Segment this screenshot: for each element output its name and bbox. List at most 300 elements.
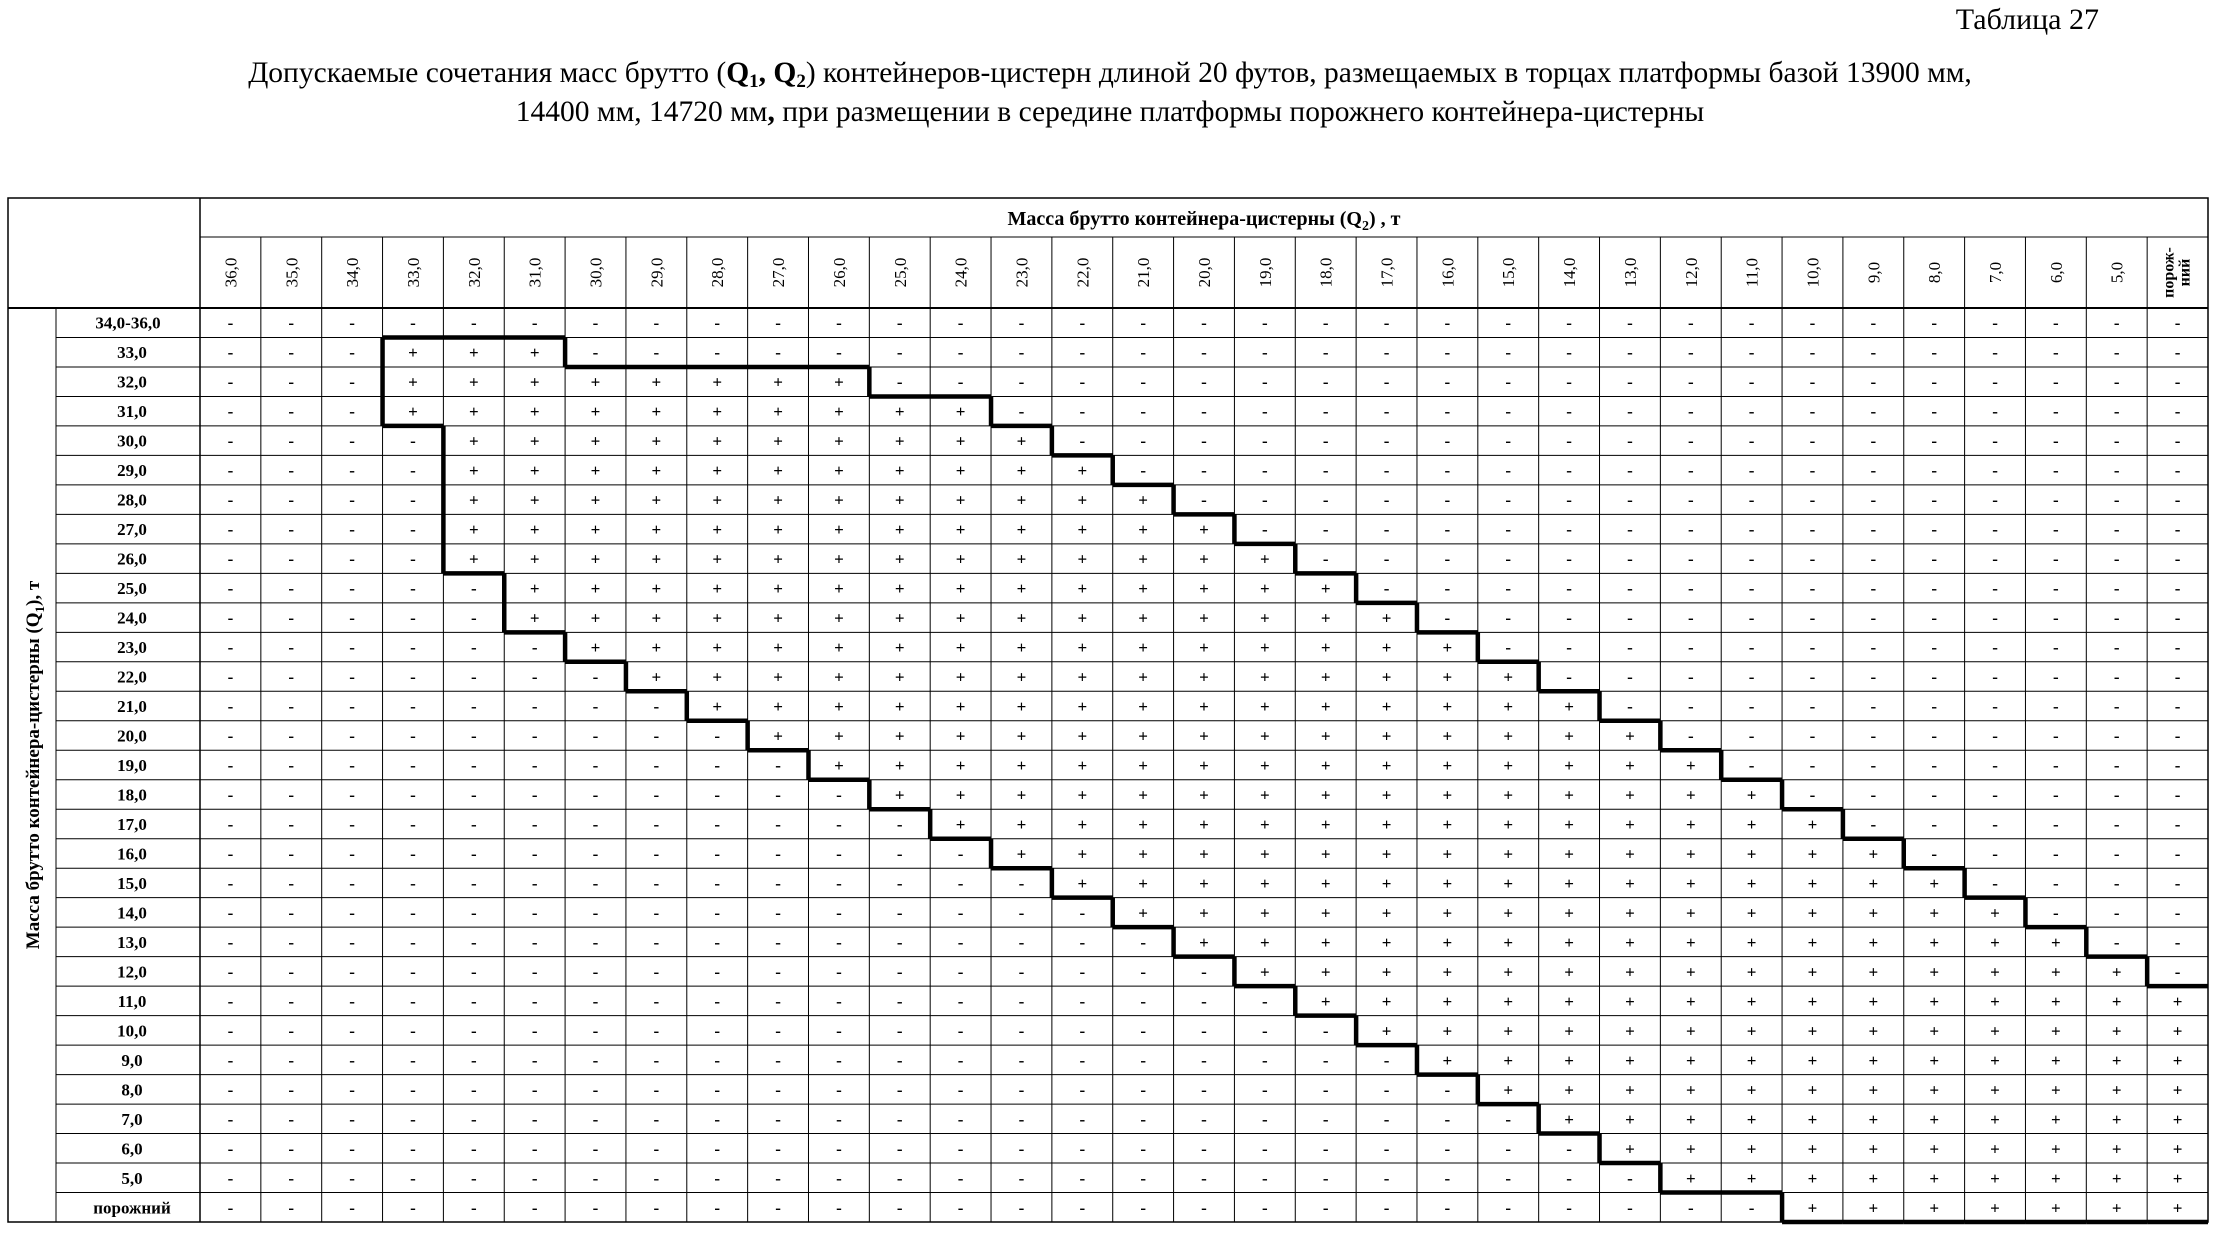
cell-minus: - bbox=[227, 667, 234, 687]
cell-minus: - bbox=[288, 608, 295, 628]
cell-minus: - bbox=[714, 726, 721, 746]
cell-minus: - bbox=[775, 991, 781, 1011]
cell-minus: - bbox=[1870, 372, 1877, 392]
column-label: 5,0 bbox=[2107, 261, 2127, 284]
cell-plus: + bbox=[1260, 962, 1270, 982]
cell-minus: - bbox=[2113, 785, 2120, 805]
cell-minus: - bbox=[957, 962, 964, 982]
cell-plus: + bbox=[1685, 903, 1696, 923]
column-label: 20,0 bbox=[1195, 257, 1214, 288]
cell-minus: - bbox=[2113, 756, 2120, 775]
cell-plus: + bbox=[1381, 785, 1392, 805]
cell-minus: - bbox=[1201, 1168, 1207, 1188]
cell-minus: - bbox=[349, 785, 355, 805]
cell-plus: + bbox=[1746, 1021, 1757, 1041]
cell-plus: + bbox=[1077, 608, 1088, 628]
cell-minus: - bbox=[1262, 1109, 1268, 1129]
cell-minus: - bbox=[1809, 402, 1816, 422]
cell-minus: - bbox=[410, 1050, 416, 1070]
cell-minus: - bbox=[2174, 461, 2181, 481]
cell-plus: + bbox=[1746, 1050, 1757, 1070]
column-label: 35,0 bbox=[282, 257, 302, 288]
cell-plus: + bbox=[1199, 520, 1209, 540]
cell-plus: + bbox=[894, 785, 905, 805]
cell-minus: - bbox=[288, 1050, 295, 1070]
cell-minus: - bbox=[349, 1109, 355, 1129]
cell-minus: - bbox=[896, 844, 903, 864]
cell-plus: + bbox=[468, 431, 479, 451]
cell-minus: - bbox=[1748, 667, 1755, 687]
cell-plus: + bbox=[1868, 1198, 1879, 1218]
cell-minus: - bbox=[1079, 991, 1086, 1011]
cell-minus: - bbox=[714, 1198, 721, 1218]
cell-minus: - bbox=[288, 520, 295, 540]
cell-minus: - bbox=[349, 343, 355, 363]
cell-plus: + bbox=[1260, 608, 1270, 628]
cell-minus: - bbox=[349, 461, 355, 481]
cell-minus: - bbox=[653, 697, 660, 717]
cell-minus: - bbox=[410, 667, 416, 687]
cell-minus: - bbox=[1931, 372, 1938, 392]
cell-plus: + bbox=[834, 461, 844, 481]
cell-plus: + bbox=[529, 490, 540, 510]
cell-plus: + bbox=[2172, 1139, 2183, 1159]
cell-minus: - bbox=[592, 903, 599, 923]
cell-minus: - bbox=[531, 313, 538, 333]
cell-minus: - bbox=[1992, 372, 1998, 392]
cell-minus: - bbox=[470, 903, 477, 923]
cell-minus: - bbox=[1262, 520, 1268, 540]
cell-minus: - bbox=[410, 490, 416, 510]
cell-minus: - bbox=[288, 814, 295, 834]
cell-minus: - bbox=[288, 667, 295, 687]
cell-plus: + bbox=[1503, 932, 1514, 952]
cell-minus: - bbox=[1018, 932, 1025, 952]
cell-minus: - bbox=[653, 1168, 660, 1188]
cell-plus: + bbox=[590, 608, 601, 628]
cell-plus: + bbox=[773, 490, 783, 510]
cell-minus: - bbox=[1079, 313, 1086, 333]
cell-minus: - bbox=[227, 814, 234, 834]
cell-minus: - bbox=[1627, 343, 1633, 363]
title-text-1: Допускаемые сочетания масс брутто ( bbox=[248, 57, 727, 89]
cell-minus: - bbox=[1931, 756, 1938, 775]
cell-minus: - bbox=[836, 1198, 842, 1218]
cell-plus: + bbox=[1138, 756, 1148, 775]
cell-minus: - bbox=[1444, 402, 1451, 422]
cell-minus: - bbox=[227, 490, 234, 510]
cell-plus: + bbox=[955, 697, 966, 717]
cell-minus: - bbox=[1627, 608, 1633, 628]
cell-minus: - bbox=[2053, 372, 2059, 392]
cell-minus: - bbox=[531, 1168, 538, 1188]
cell-minus: - bbox=[288, 461, 295, 481]
cell-minus: - bbox=[1992, 638, 1998, 658]
cell-minus: - bbox=[1687, 490, 1694, 510]
cell-minus: - bbox=[1566, 431, 1572, 451]
cell-plus: + bbox=[1929, 903, 1940, 923]
column-label: 23,0 bbox=[1012, 257, 1032, 288]
cell-minus: - bbox=[653, 726, 660, 746]
cell-plus: + bbox=[1260, 697, 1270, 717]
cell-minus: - bbox=[227, 313, 234, 333]
cell-plus: + bbox=[773, 726, 783, 746]
cell-plus: + bbox=[1990, 903, 2000, 923]
cell-minus: - bbox=[349, 549, 355, 569]
cell-minus: - bbox=[349, 991, 355, 1011]
cell-minus: - bbox=[1809, 372, 1816, 392]
cell-minus: - bbox=[896, 962, 903, 982]
cell-minus: - bbox=[775, 903, 781, 923]
cell-minus: - bbox=[775, 756, 781, 775]
cell-plus: + bbox=[1625, 785, 1635, 805]
cell-plus: + bbox=[1929, 991, 1940, 1011]
cell-plus: + bbox=[1990, 1050, 2000, 1070]
cell-minus: - bbox=[653, 991, 660, 1011]
cell-plus: + bbox=[1746, 785, 1757, 805]
cell-plus: + bbox=[1929, 1198, 1940, 1218]
cell-minus: - bbox=[1566, 549, 1572, 569]
cell-minus: - bbox=[288, 697, 295, 717]
cell-minus: - bbox=[896, 1139, 903, 1159]
cell-plus: + bbox=[529, 549, 540, 569]
row-label: 28,0 bbox=[117, 490, 147, 510]
cell-minus: - bbox=[836, 844, 842, 864]
cell-plus: + bbox=[1868, 1080, 1879, 1100]
row-label: 12,0 bbox=[117, 962, 147, 982]
cell-minus: - bbox=[957, 1139, 964, 1159]
cell-plus: + bbox=[1503, 814, 1514, 834]
cell-plus: + bbox=[468, 343, 479, 363]
cell-minus: - bbox=[470, 313, 477, 333]
cell-plus: + bbox=[1320, 756, 1331, 775]
cell-plus: + bbox=[894, 608, 905, 628]
cell-plus: + bbox=[1564, 844, 1574, 864]
cell-minus: - bbox=[1140, 431, 1146, 451]
cell-minus: - bbox=[1992, 873, 1998, 893]
cell-minus: - bbox=[2113, 579, 2120, 599]
cell-minus: - bbox=[592, 1168, 599, 1188]
cell-minus: - bbox=[531, 1139, 538, 1159]
row-label: 5,0 bbox=[121, 1168, 143, 1188]
cell-plus: + bbox=[834, 372, 844, 392]
cell-plus: + bbox=[468, 402, 479, 422]
cell-minus: - bbox=[1201, 343, 1207, 363]
cell-minus: - bbox=[896, 1080, 903, 1100]
cell-minus: - bbox=[1931, 844, 1938, 864]
cell-minus: - bbox=[349, 608, 355, 628]
cell-plus: + bbox=[1016, 431, 1027, 451]
cell-minus: - bbox=[1079, 1050, 1086, 1070]
cell-plus: + bbox=[712, 402, 723, 422]
cell-minus: - bbox=[1505, 1198, 1512, 1218]
cell-minus: - bbox=[288, 844, 295, 864]
row-label: 6,0 bbox=[121, 1139, 143, 1159]
cell-minus: - bbox=[1322, 1109, 1329, 1129]
cell-minus: - bbox=[410, 1139, 416, 1159]
cell-minus: - bbox=[1566, 638, 1572, 658]
cell-plus: + bbox=[1746, 1168, 1757, 1188]
cell-minus: - bbox=[227, 549, 234, 569]
cell-minus: - bbox=[1931, 343, 1938, 363]
cell-plus: + bbox=[712, 490, 723, 510]
table-caption: Таблица 27 bbox=[1955, 3, 2099, 36]
cell-plus: + bbox=[1868, 1021, 1879, 1041]
cell-minus: - bbox=[1079, 431, 1086, 451]
cell-plus: + bbox=[1564, 726, 1574, 746]
cell-minus: - bbox=[2053, 520, 2059, 540]
cell-minus: - bbox=[349, 1021, 355, 1041]
cell-minus: - bbox=[1627, 313, 1633, 333]
row-label: 14,0 bbox=[117, 903, 147, 923]
cell-minus: - bbox=[531, 932, 538, 952]
row-label: 10,0 bbox=[117, 1021, 147, 1041]
cell-minus: - bbox=[1627, 372, 1633, 392]
cell-minus: - bbox=[1992, 814, 1998, 834]
cell-minus: - bbox=[1018, 1050, 1025, 1070]
cell-plus: + bbox=[955, 608, 966, 628]
cell-minus: - bbox=[1748, 697, 1755, 717]
cell-minus: - bbox=[1566, 461, 1572, 481]
cell-minus: - bbox=[1505, 431, 1512, 451]
cell-plus: + bbox=[1564, 1109, 1574, 1129]
cell-minus: - bbox=[957, 1198, 964, 1218]
cell-minus: - bbox=[288, 402, 295, 422]
cell-plus: + bbox=[1016, 461, 1027, 481]
cell-minus: - bbox=[349, 1198, 355, 1218]
cell-plus: + bbox=[1746, 932, 1757, 952]
cell-plus: + bbox=[1685, 785, 1696, 805]
cell-minus: - bbox=[288, 431, 295, 451]
cell-minus: - bbox=[2174, 490, 2181, 510]
cell-minus: - bbox=[2174, 638, 2181, 658]
cell-minus: - bbox=[896, 932, 903, 952]
cell-minus: - bbox=[2174, 932, 2181, 952]
cell-minus: - bbox=[592, 785, 599, 805]
cell-minus: - bbox=[1505, 402, 1512, 422]
cell-plus: + bbox=[955, 490, 966, 510]
cell-minus: - bbox=[1383, 343, 1390, 363]
cell-minus: - bbox=[1262, 1139, 1268, 1159]
cell-minus: - bbox=[775, 1139, 781, 1159]
cell-plus: + bbox=[1199, 638, 1209, 658]
cell-minus: - bbox=[775, 1168, 781, 1188]
cell-plus: + bbox=[1807, 991, 1818, 1011]
cell-plus: + bbox=[955, 549, 966, 569]
cell-minus: - bbox=[349, 814, 355, 834]
cell-minus: - bbox=[1262, 343, 1268, 363]
cell-minus: - bbox=[349, 1168, 355, 1188]
cell-minus: - bbox=[896, 1109, 903, 1129]
cell-minus: - bbox=[1201, 1139, 1207, 1159]
cell-minus: - bbox=[1444, 461, 1451, 481]
cell-minus: - bbox=[1687, 402, 1694, 422]
cell-minus: - bbox=[714, 844, 721, 864]
cell-plus: + bbox=[712, 608, 723, 628]
cell-plus: + bbox=[955, 638, 966, 658]
cell-plus: + bbox=[955, 520, 966, 540]
cell-plus: + bbox=[1199, 785, 1209, 805]
cell-plus: + bbox=[712, 372, 723, 392]
cell-minus: - bbox=[592, 313, 599, 333]
cell-plus: + bbox=[1442, 638, 1453, 658]
cell-minus: - bbox=[2174, 814, 2181, 834]
cell-minus: - bbox=[531, 726, 538, 746]
cell-plus: + bbox=[955, 579, 966, 599]
cell-minus: - bbox=[1870, 313, 1877, 333]
cell-plus: + bbox=[773, 697, 783, 717]
cell-minus: - bbox=[470, 844, 477, 864]
cell-plus: + bbox=[1381, 991, 1392, 1011]
cell-plus: + bbox=[651, 372, 662, 392]
cell-plus: + bbox=[1807, 962, 1818, 982]
cell-plus: + bbox=[590, 431, 601, 451]
cell-plus: + bbox=[1442, 726, 1453, 746]
cell-plus: + bbox=[1807, 1050, 1818, 1070]
cell-minus: - bbox=[1931, 520, 1938, 540]
cell-minus: - bbox=[1018, 1109, 1025, 1129]
cell-minus: - bbox=[410, 903, 416, 923]
cell-minus: - bbox=[1566, 1139, 1572, 1159]
cell-plus: + bbox=[1320, 697, 1331, 717]
cell-minus: - bbox=[410, 991, 416, 1011]
row-label: 24,0 bbox=[117, 608, 147, 628]
cell-minus: - bbox=[288, 785, 295, 805]
cell-minus: - bbox=[775, 873, 781, 893]
cell-minus: - bbox=[1627, 549, 1633, 569]
cell-minus: - bbox=[1383, 490, 1390, 510]
cell-minus: - bbox=[957, 343, 964, 363]
cell-plus: + bbox=[651, 490, 662, 510]
column-label: 33,0 bbox=[403, 257, 423, 288]
cell-plus: + bbox=[1138, 844, 1148, 864]
cell-minus: - bbox=[2113, 608, 2120, 628]
cell-plus: + bbox=[1138, 549, 1148, 569]
cell-plus: + bbox=[1685, 1168, 1696, 1188]
cell-plus: + bbox=[2111, 1050, 2122, 1070]
cell-minus: - bbox=[410, 431, 416, 451]
cell-minus: - bbox=[1322, 431, 1329, 451]
cell-minus: - bbox=[592, 343, 599, 363]
column-label: 12,0 bbox=[1681, 257, 1701, 288]
cell-minus: - bbox=[410, 1109, 416, 1129]
cell-minus: - bbox=[1809, 608, 1816, 628]
cell-minus: - bbox=[1018, 372, 1025, 392]
cell-plus: + bbox=[1077, 814, 1088, 834]
cell-minus: - bbox=[2174, 579, 2181, 599]
cell-minus: - bbox=[470, 932, 477, 952]
cell-minus: - bbox=[1870, 343, 1877, 363]
cell-plus: + bbox=[2051, 1080, 2061, 1100]
cell-minus: - bbox=[1870, 431, 1877, 451]
cell-minus: - bbox=[1992, 667, 1998, 687]
cell-plus: + bbox=[834, 520, 844, 540]
cell-minus: - bbox=[288, 1109, 295, 1129]
cell-plus: + bbox=[1138, 667, 1148, 687]
column-label: 19,0 bbox=[1255, 257, 1275, 288]
cell-minus: - bbox=[288, 873, 295, 893]
cell-plus: + bbox=[2111, 1139, 2122, 1159]
cell-plus: + bbox=[773, 579, 783, 599]
cell-minus: - bbox=[1444, 490, 1451, 510]
cell-minus: - bbox=[957, 1050, 964, 1070]
row-label: 27,0 bbox=[117, 520, 147, 540]
cell-minus: - bbox=[2113, 638, 2120, 658]
cell-minus: - bbox=[1505, 313, 1512, 333]
cell-minus: - bbox=[1505, 638, 1512, 658]
cell-minus: - bbox=[1201, 1021, 1207, 1041]
cell-minus: - bbox=[349, 962, 355, 982]
cell-minus: - bbox=[1566, 579, 1572, 599]
cell-plus: + bbox=[2111, 1198, 2122, 1218]
cell-minus: - bbox=[653, 903, 660, 923]
cell-plus: + bbox=[1868, 1168, 1879, 1188]
cell-minus: - bbox=[1748, 549, 1755, 569]
cell-plus: + bbox=[955, 402, 966, 422]
cell-minus: - bbox=[1870, 579, 1877, 599]
cell-plus: + bbox=[1016, 726, 1027, 746]
cell-plus: + bbox=[1503, 667, 1514, 687]
cell-minus: - bbox=[470, 1168, 477, 1188]
cell-plus: + bbox=[1138, 520, 1148, 540]
cell-plus: + bbox=[1199, 932, 1209, 952]
cell-minus: - bbox=[836, 313, 842, 333]
cell-minus: - bbox=[1627, 461, 1633, 481]
cell-plus: + bbox=[1685, 1109, 1696, 1129]
cell-plus: + bbox=[1320, 785, 1331, 805]
cell-minus: - bbox=[288, 756, 295, 775]
cell-plus: + bbox=[1442, 991, 1453, 1011]
cell-plus: + bbox=[1381, 814, 1392, 834]
cell-minus: - bbox=[1140, 1139, 1146, 1159]
cell-minus: - bbox=[896, 991, 903, 1011]
cell-minus: - bbox=[1201, 962, 1207, 982]
cell-minus: - bbox=[1566, 667, 1572, 687]
cell-minus: - bbox=[1870, 402, 1877, 422]
cell-plus: + bbox=[1016, 579, 1027, 599]
cell-minus: - bbox=[896, 313, 903, 333]
cell-minus: - bbox=[349, 903, 355, 923]
cell-minus: - bbox=[1201, 1198, 1207, 1218]
cell-minus: - bbox=[288, 1080, 295, 1100]
cell-plus: + bbox=[1807, 844, 1818, 864]
cell-minus: - bbox=[1809, 756, 1816, 775]
cell-minus: - bbox=[2053, 756, 2059, 775]
cell-minus: - bbox=[1687, 726, 1694, 746]
cell-minus: - bbox=[1566, 520, 1572, 540]
cell-plus: + bbox=[1625, 756, 1635, 775]
cell-minus: - bbox=[1687, 343, 1694, 363]
cell-minus: - bbox=[775, 1021, 781, 1041]
cell-minus: - bbox=[410, 932, 416, 952]
cell-minus: - bbox=[1931, 638, 1938, 658]
cell-plus: + bbox=[1685, 1080, 1696, 1100]
cell-plus: + bbox=[1442, 903, 1453, 923]
cell-minus: - bbox=[1566, 343, 1572, 363]
column-label: 16,0 bbox=[1438, 257, 1458, 288]
cell-minus: - bbox=[288, 726, 295, 746]
cell-minus: - bbox=[227, 1080, 234, 1100]
cell-minus: - bbox=[288, 549, 295, 569]
cell-minus: - bbox=[1992, 608, 1998, 628]
cell-minus: - bbox=[531, 638, 538, 658]
cell-minus: - bbox=[836, 932, 842, 952]
row-label: порожний bbox=[93, 1198, 171, 1218]
cell-plus: + bbox=[590, 579, 601, 599]
cell-minus: - bbox=[775, 1109, 781, 1129]
cell-minus: - bbox=[1992, 697, 1998, 717]
cell-minus: - bbox=[714, 1168, 721, 1188]
